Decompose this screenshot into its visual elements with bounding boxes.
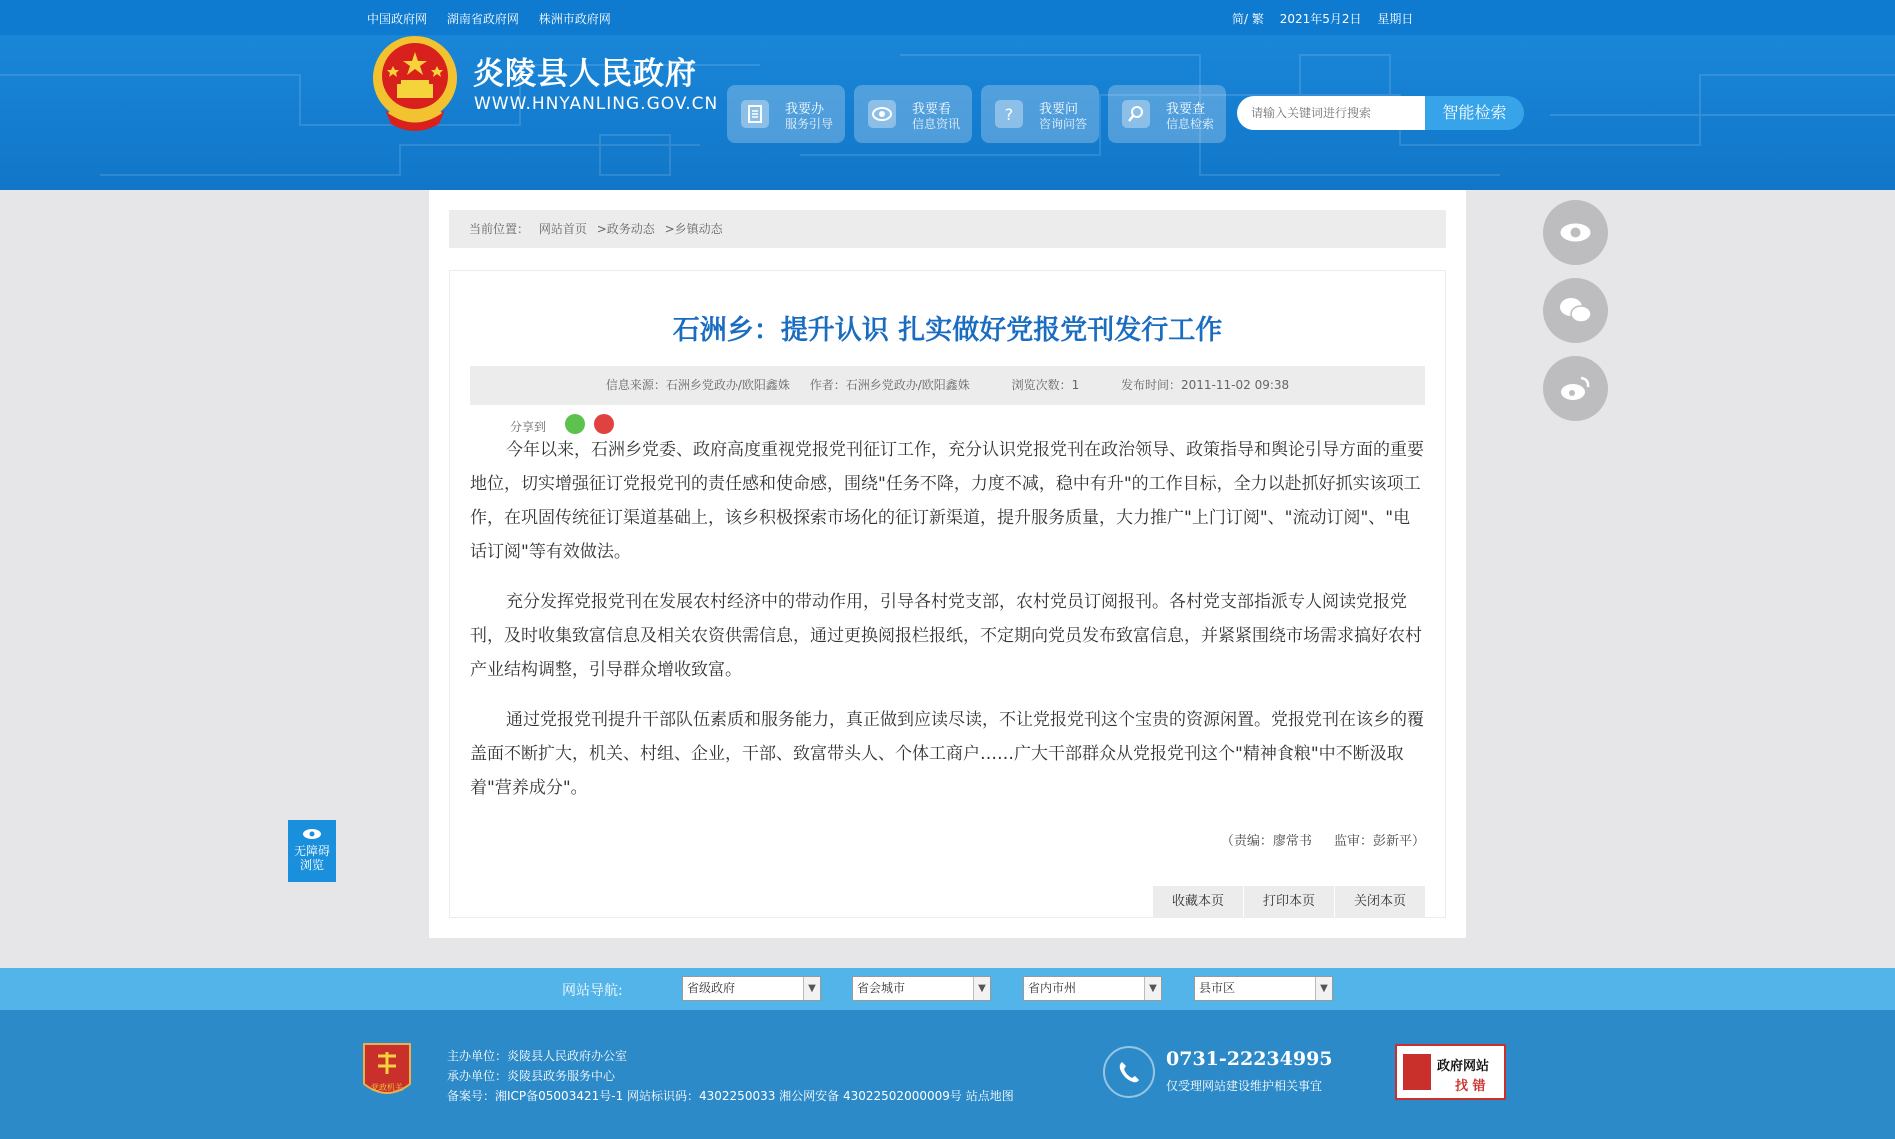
wechat-icon: [1543, 278, 1608, 343]
top-right-info: [1232, 10, 1425, 27]
top-links: [367, 10, 627, 27]
accessibility-button[interactable]: [288, 820, 336, 882]
phone-icon: [1103, 1046, 1155, 1098]
eye-icon: [868, 100, 896, 128]
select-counties[interactable]: [1194, 976, 1333, 1001]
side-wechat-button[interactable]: [1543, 278, 1608, 343]
meta-source: 信息来源：石洲乡党政办/欧阳鑫姝: [605, 378, 790, 392]
magnifier-icon: [1403, 1054, 1431, 1090]
site-url: WWW.HNYANLING.GOV.CN: [474, 94, 719, 114]
footer-organizer: 承办单位：炎陵县政务服务中心: [447, 1069, 616, 1083]
service-line1: 我要查: [1166, 102, 1206, 117]
question-icon: [995, 100, 1023, 128]
service-button-view[interactable]: [854, 85, 972, 143]
link-zhuzhou-gov[interactable]: 株洲市政府网: [538, 12, 611, 26]
lang-toggle[interactable]: 简/ 繁: [1232, 12, 1264, 26]
service-line1: 我要办: [785, 102, 825, 117]
weekday-text: 星期日: [1377, 12, 1414, 26]
weibo-share-icon[interactable]: [594, 414, 614, 434]
select-province-cities[interactable]: [1023, 976, 1162, 1001]
nav-label: 网站导航:: [562, 983, 623, 999]
article-paragraph: 通过党报党刊提升干部队伍素质和服务能力，真正做到应读尽读，不让党报党刊这个宝贵的资源闲置。党报党刊在该乡的覆盖面不断扩大，机关、村组、企业，干部、致富带头人、个体工商户……广大干部群众从党报党刊这个"精神食粮"中不断汲取着"营养成分"。: [470, 710, 1424, 798]
chevron-down-icon: ▼: [1144, 977, 1161, 1000]
print-button[interactable]: 打印本页: [1244, 886, 1334, 917]
document-icon: [741, 100, 769, 128]
service-button-handle[interactable]: [727, 85, 845, 143]
select-capital-cities[interactable]: [852, 976, 991, 1001]
chevron-down-icon: ▼: [973, 977, 990, 1000]
party-gov-logo[interactable]: [360, 1040, 414, 1102]
accessibility-line2: 浏览: [299, 858, 324, 872]
eye-icon: [1543, 200, 1608, 265]
breadcrumb-home[interactable]: 网站首页: [538, 222, 587, 236]
jiucuo-line2: 找 错: [1455, 1079, 1486, 1094]
chevron-down-icon: ▼: [803, 977, 820, 1000]
jiucuo-line1: 政府网站: [1437, 1059, 1490, 1074]
breadcrumb-town[interactable]: >乡镇动态: [664, 222, 723, 236]
breadcrumb-label: 当前位置：: [469, 222, 530, 236]
article-paragraph: 今年以来，石洲乡党委、政府高度重视党报党刊征订工作，充分认识党报党刊在政治领导、政策指导和舆论引导方面的重要地位，切实增强征订党报党刊的责任感和使命感，围绕"任务不降，力度不减，稳中有升"的工作目标，全力以赴抓好抓实该项工作，在巩固传统征订渠道基础上，该乡积极探索市场化的征订新渠道，提升服务质量，大力推广"上门订阅"、"流动订阅"、"电话订阅"等有效做法。: [470, 440, 1424, 562]
top-bar: [0, 0, 1895, 35]
footer-phone-note: 仅受理网站建设维护相关事宜: [1166, 1079, 1323, 1093]
smart-search-button[interactable]: 智能检索: [1425, 96, 1524, 130]
reviewer-text: 监审：彭新平）: [1333, 834, 1425, 849]
select-value: 省会城市: [857, 981, 906, 995]
svg-text:?: ?: [1004, 105, 1014, 124]
footer-sponsor: 主办单位：炎陵县人民政府办公室: [447, 1049, 628, 1063]
breadcrumb: [449, 210, 1446, 248]
side-weibo-button[interactable]: [1543, 356, 1608, 421]
service-line2: 信息检索: [1166, 117, 1215, 131]
service-button-ask[interactable]: [981, 85, 1099, 143]
wechat-share-icon[interactable]: [565, 414, 585, 434]
service-button-search[interactable]: [1108, 85, 1226, 143]
meta-author: 作者：石洲乡党政办/欧阳鑫姝: [809, 378, 970, 392]
share-label: 分享到: [510, 420, 547, 434]
footer: [0, 1010, 1895, 1139]
gov-site-error-report[interactable]: [1395, 1044, 1506, 1100]
meta-views: 浏览次数：1: [1011, 378, 1080, 392]
service-line2: 信息资讯: [912, 117, 961, 131]
meta-published: 发布时间：2011-11-02 09:38: [1121, 378, 1290, 392]
bookmark-button[interactable]: 收藏本页: [1153, 886, 1243, 917]
article-title: 石洲乡：提升认识 扎实做好党报党刊发行工作: [672, 315, 1223, 346]
national-emblem-icon: [367, 32, 463, 136]
close-page-button[interactable]: 关闭本页: [1335, 886, 1425, 917]
chevron-down-icon: ▼: [1315, 977, 1332, 1000]
link-hunan-gov[interactable]: 湖南省政府网: [446, 12, 519, 26]
search-input[interactable]: [1237, 96, 1425, 130]
select-value: 省级政府: [687, 981, 736, 995]
date-text: 2021年5月2日: [1279, 12, 1362, 26]
breadcrumb-news[interactable]: >政务动态: [596, 222, 655, 236]
eye-icon: [302, 828, 322, 840]
service-line1: 我要看: [912, 102, 952, 117]
accessibility-line1: 无障碍: [293, 844, 330, 858]
select-provincial-gov[interactable]: [682, 976, 821, 1001]
search-icon: [1122, 100, 1150, 128]
editor-text: （责编：廖常书: [1220, 834, 1312, 849]
article-editors: [470, 830, 1425, 849]
svg-text:党政机关: 党政机关: [371, 1083, 403, 1092]
footer-phone: 0731-22234995: [1166, 1048, 1333, 1070]
service-line2: 服务引导: [785, 117, 834, 131]
footer-record[interactable]: 备案号：湘ICP备05003421号-1 网站标识码：4302250033 湘公网安备 43022502000009号 站点地图: [447, 1089, 1014, 1103]
side-view-button[interactable]: [1543, 200, 1608, 265]
site-title: 炎陵县人民政府: [473, 56, 697, 92]
link-central-gov[interactable]: 中国政府网: [367, 12, 428, 26]
select-value: 县市区: [1199, 981, 1236, 995]
service-line1: 我要问: [1039, 102, 1079, 117]
article-meta: [470, 366, 1425, 405]
article-paragraph: 充分发挥党报党刊在发展农村经济中的带动作用，引导各村党支部，农村党员订阅报刊。各村党支部指派专人阅读党报党刊，及时收集致富信息及相关农资供需信息，通过更换阅报栏报纸，不定期向党员发布致富信息，并紧紧围绕市场需求搞好农村产业结构调整，引导群众增收致富。: [470, 592, 1422, 680]
weibo-icon: [1543, 356, 1608, 421]
service-line2: 咨询问答: [1039, 117, 1088, 131]
select-value: 省内市州: [1028, 981, 1077, 995]
